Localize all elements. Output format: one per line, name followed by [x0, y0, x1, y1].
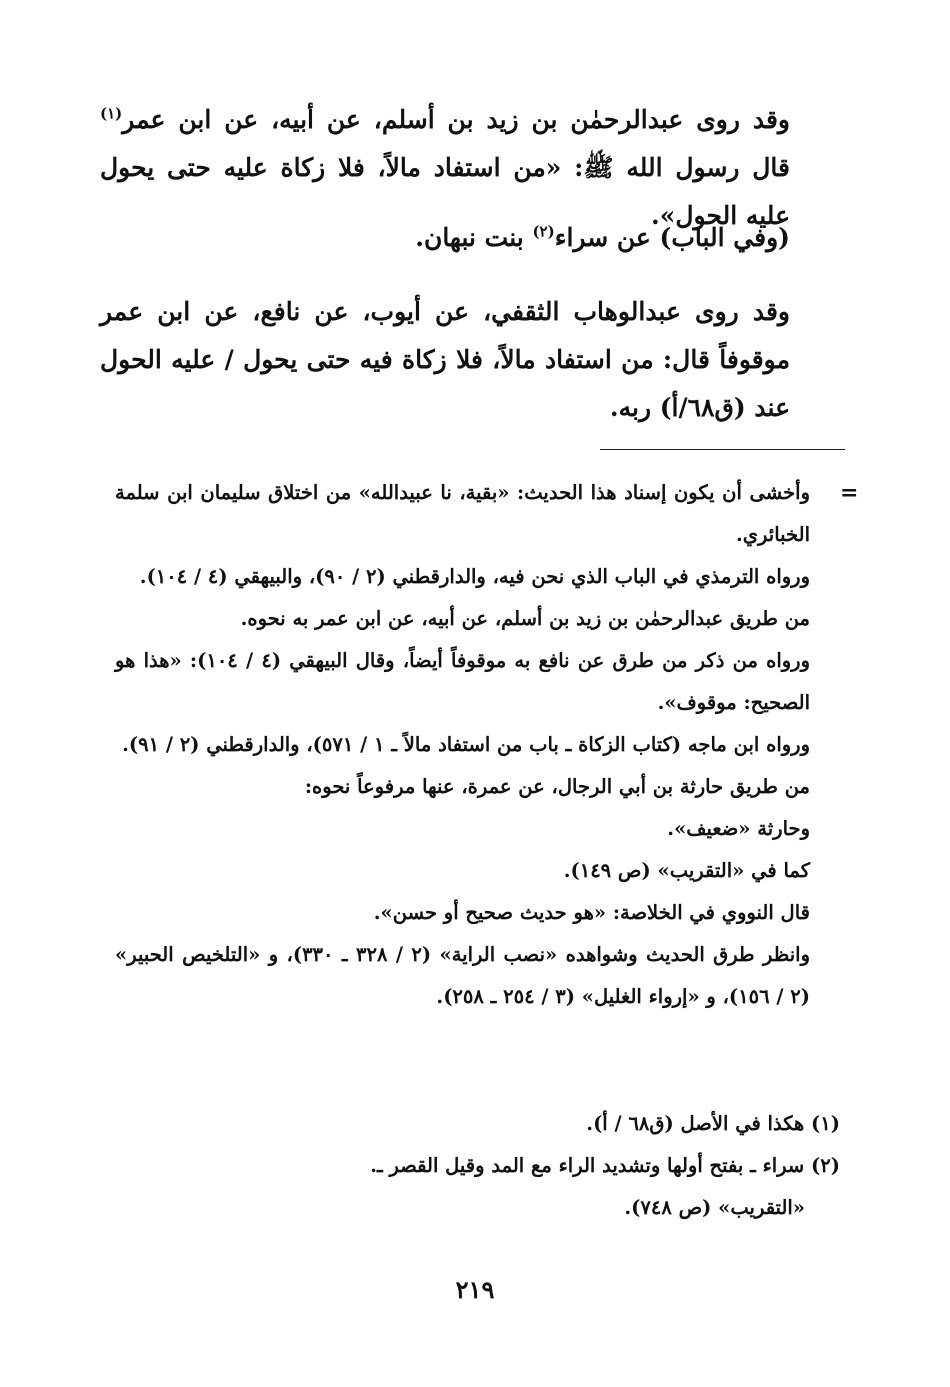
numbered-footnotes — [115, 1103, 840, 1229]
footnote-line: وأخشى أن يكون إسناد هذا الحديث: «بقية، نا عبيدالله» من اختلاق سليمان ابن سلمة الخبائري. — [115, 481, 810, 546]
footnote-line: ورواه ابن ماجه (كتاب الزكاة ـ باب من استفاد مالاً ـ ١ / ٥٧١)، والدارقطني (٢ / ٩١). — [122, 733, 810, 756]
continuation-mark: = — [840, 480, 859, 506]
footnote-divider — [600, 449, 845, 450]
footnote-2: (٢) سراء ـ بفتح أولها وتشديد الراء مع المد وقيل القصر ـ. — [370, 1154, 840, 1177]
footnote-ref-1: (١) — [100, 104, 123, 123]
paragraph-3: وقد روى عبدالوهاب الثقفي، عن أيوب، عن نافع، عن ابن عمر موقوفاً قال: من استفاد مالاً، فلا زكاة فيه حتى يحول / عليه الحول عند (ق٦٨/أ) ربه. — [100, 297, 790, 422]
paragraph-2-text-b: بنت نبهان. — [415, 223, 524, 252]
footnote-line: من طريق عبدالرحمٰن بن زيد بن أسلم، عن أبيه، عن ابن عمر به نحوه. — [240, 607, 810, 630]
footnote-ref-2: (٢) — [532, 222, 555, 241]
page-number: ٢١٩ — [455, 1275, 495, 1304]
footnote-line: من طريق حارثة بن أبي الرجال، عن عمرة، عنها مرفوعاً نحوه: — [304, 775, 810, 798]
paragraph-2-text-a: (وفي الباب) عن سراء — [554, 223, 790, 252]
footnote-2-continuation: «التقريب» (ص ٧٤٨). — [624, 1196, 805, 1219]
main-text-2 — [100, 214, 850, 262]
footnote-line: قال النووي في الخلاصة: «هو حديث صحيح أو حسن». — [373, 901, 810, 924]
footnote-line: كما في «التقريب» (ص ١٤٩). — [563, 859, 810, 882]
paragraph-1-text-a: وقد روى عبدالرحمٰن بن زيد بن أسلم، عن أبيه، عن ابن عمر — [122, 105, 790, 134]
footnote-line: وحارثة «ضعيف». — [667, 817, 810, 840]
footnote-1: (١) هكذا في الأصل (ق٦٨ / أ). — [586, 1112, 840, 1135]
footnote-line: وانظر طرق الحديث وشواهده «نصب الراية» (٢ / ٣٢٨ ـ ٣٣٠)، و «التلخيص الحبير» (٢ / ١٥٦)، و «إرواء الغليل» (٣ / ٢٥٤ ـ ٢٥٨). — [115, 943, 811, 1008]
footnote-continuation — [115, 472, 810, 1018]
footnote-line: ورواه الترمذي في الباب الذي نحن فيه، والدارقطني (٢ / ٩٠)، والبيهقي (٤ / ١٠٤). — [139, 565, 810, 588]
footnote-line: ورواه من ذكر من طرق عن نافع به موقوفاً أيضاً، وقال البيهقي (٤ / ١٠٤): «هذا هو الصحيح: موقوف». — [115, 649, 811, 714]
paragraph-1-text-b: قال رسول الله ﷺ: «من استفاد مالاً، فلا زكاة عليه حتى يحول عليه الحول». — [100, 153, 790, 230]
paragraph-2 — [100, 214, 850, 262]
main-text-3 — [100, 288, 850, 432]
